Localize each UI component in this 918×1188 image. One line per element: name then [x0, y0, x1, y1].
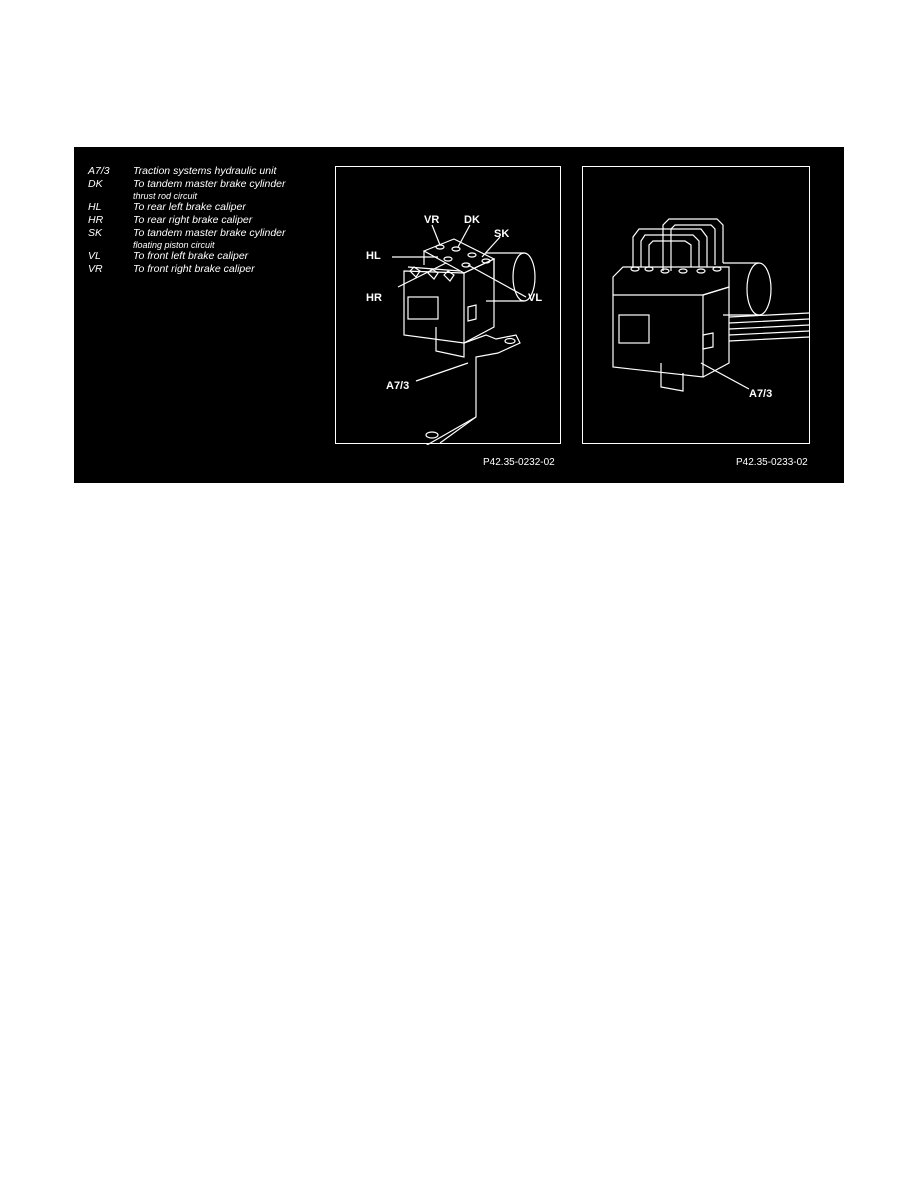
brake-line-bundle: [729, 313, 809, 341]
label-dk: DK: [464, 214, 480, 226]
legend-row: [88, 214, 328, 227]
legend-row: [88, 263, 328, 276]
hydraulic-unit-diagram-bracket: [335, 166, 561, 444]
legend-desc: [133, 227, 328, 250]
mounting-bracket: [440, 335, 520, 443]
legend-desc: [133, 178, 328, 201]
legend: [88, 165, 328, 276]
valve-block-top: [613, 267, 729, 295]
legend-row: [88, 250, 328, 263]
hydraulic-unit-diagram-lines: [582, 166, 810, 444]
control-module: [408, 297, 438, 319]
label-hl: HL: [366, 250, 381, 262]
legend-desc-text: To front left brake caliper: [133, 250, 249, 262]
legend-row: [88, 201, 328, 214]
legend-row: [88, 178, 328, 201]
hydraulic-unit-lines-drawing: [583, 167, 811, 445]
figure-reference-2: P42.35-0233-02: [736, 457, 808, 468]
brake-line: [649, 241, 691, 267]
legend-row: [88, 165, 328, 178]
legend-code: HL: [88, 201, 102, 213]
legend-code: VL: [88, 250, 101, 262]
legend-desc-text: To front right brake caliper: [133, 263, 255, 275]
legend-row: [88, 227, 328, 250]
legend-code: SK: [88, 227, 103, 239]
pump-motor-end: [747, 263, 771, 315]
legend-desc-text: Traction systems hydraulic unit: [133, 165, 277, 177]
figure-panel: [74, 147, 844, 483]
legend-code: DK: [88, 178, 103, 190]
label-a73: A7/3: [386, 380, 410, 392]
legend-desc-text: To tandem master brake cylinder: [133, 227, 286, 239]
legend-desc-text: To rear left brake caliper: [133, 201, 246, 213]
brake-line: [641, 235, 699, 267]
legend-desc: [133, 250, 328, 263]
legend-code: A7/3: [88, 165, 110, 177]
legend-desc-sub: thrust rod circuit: [133, 191, 198, 201]
label-vl: VL: [528, 292, 543, 304]
control-module: [619, 315, 649, 343]
legend-desc-text: To tandem master brake cylinder: [133, 178, 286, 190]
legend-desc: [133, 201, 328, 214]
label-sk: SK: [494, 228, 510, 240]
label-hr: HR: [366, 292, 382, 304]
label-a73: A7/3: [749, 388, 773, 400]
legend-desc-sub: floating piston circuit: [133, 240, 215, 250]
legend-desc: [133, 165, 328, 178]
legend-desc: [133, 263, 328, 276]
legend-code: HR: [88, 214, 104, 226]
label-vr: VR: [424, 214, 440, 226]
figure-reference-1: P42.35-0232-02: [483, 457, 555, 468]
hydraulic-unit-bracket-drawing: [336, 167, 562, 445]
legend-desc-text: To rear right brake caliper: [133, 214, 253, 226]
legend-code: VR: [88, 263, 103, 275]
unit-housing: [613, 295, 703, 377]
legend-desc: [133, 214, 328, 227]
